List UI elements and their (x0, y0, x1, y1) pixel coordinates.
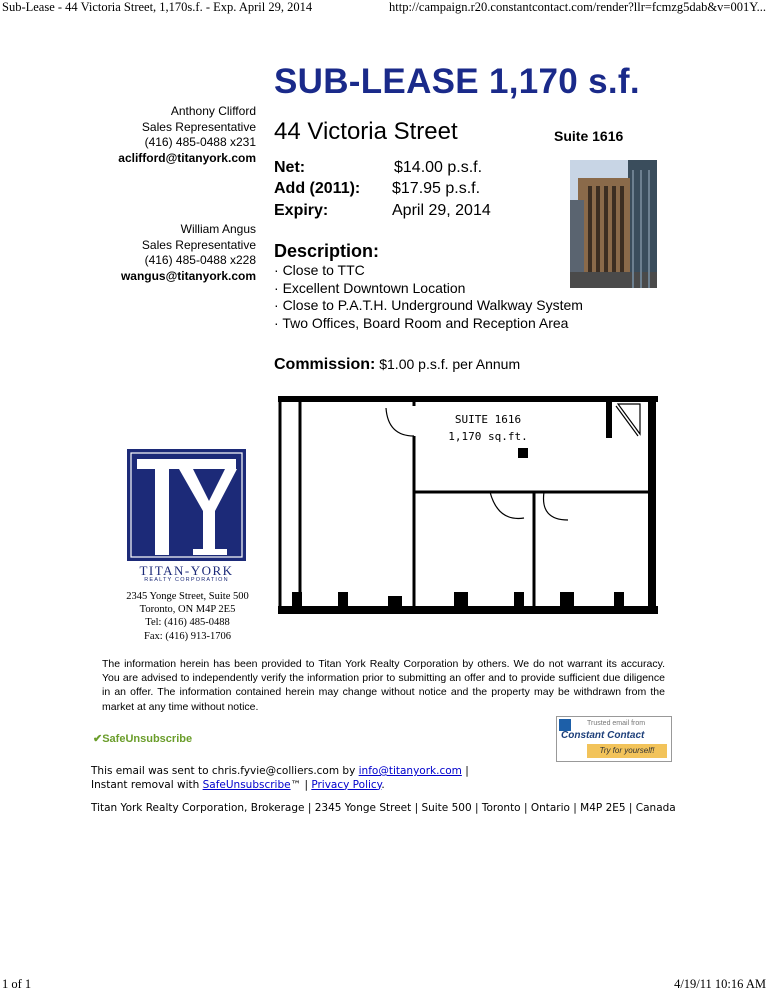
floor-plan (278, 396, 658, 618)
footer-text: | (461, 765, 469, 777)
safeunsubscribe-badge[interactable]: ✔SafeUnsubscribe (93, 733, 193, 745)
commission-label: Commission: (274, 356, 376, 373)
safeunsubscribe-link[interactable]: SafeUnsubscribe (202, 778, 291, 791)
listing-headline: SUB-LEASE 1,170 s.f. (274, 62, 640, 101)
list-item: · Close to P.A.T.H. Underground Walkway System (274, 297, 583, 315)
logo-name: TITAN-YORK (139, 563, 234, 578)
company-line: Titan York Realty Corporation, Brokerage | 2345 Yonge Street | Suite 500 | Toronto | Ontario | M4P 2E5 | Canada (91, 802, 676, 814)
list-item: · Two Offices, Board Room and Reception Area (274, 315, 583, 333)
description-list (274, 262, 583, 332)
address-line: Toronto, ON M4P 2E5 (139, 604, 236, 616)
email-footer (91, 765, 469, 792)
address-line: 2345 Yonge Street, Suite 500 (126, 591, 249, 602)
sender-email-link[interactable]: info@titanyork.com (358, 765, 462, 777)
logo-sub: REALTY CORPORATION (144, 577, 229, 583)
contact-email[interactable]: aclifford@titanyork.com (118, 150, 256, 165)
building-photo (570, 160, 657, 288)
fax-line: Fax: (416) 913-1706 (144, 630, 231, 642)
commission-value: $1.00 p.s.f. per Annum (379, 356, 521, 372)
print-footer-datetime: 4/19/11 10:16 AM (674, 977, 766, 991)
print-footer-page: 1 of 1 (2, 977, 32, 991)
contact-phone: (416) 485-0488 x228 (144, 253, 256, 267)
floor-plan-suite: SUITE 1616 (454, 413, 522, 426)
contact-name: William Angus (180, 222, 256, 236)
description-title: Description: (274, 241, 380, 261)
street-address: 44 Victoria Street (274, 118, 458, 145)
check-icon: ✔ (93, 733, 103, 745)
footer-text: This email was sent to chris.fyvie@colliers.com by (91, 765, 359, 777)
contact-email[interactable]: wangus@titanyork.com (120, 268, 256, 283)
contact-card-2 (76, 222, 256, 284)
constant-contact-badge[interactable] (556, 716, 672, 762)
term-value: $17.95 p.s.f. (392, 180, 481, 197)
phone-line: Tel: (416) 485-0488 (145, 617, 230, 629)
term-label: Add (2011): (274, 180, 361, 197)
list-item: · Close to TTC (274, 262, 583, 280)
term-value: $14.00 p.s.f. (394, 159, 483, 176)
floor-plan-area: 1,170 sq.ft. (448, 430, 528, 443)
term-label: Net: (274, 159, 306, 176)
commission (274, 356, 520, 374)
term-additional (274, 180, 480, 198)
badge-cta: Try for yourself! (587, 744, 667, 758)
privacy-policy-link[interactable]: Privacy Policy (311, 778, 382, 791)
contact-card-1 (76, 104, 256, 166)
footer-text: . (381, 778, 385, 791)
badge-brand: Constant Contact (561, 730, 645, 741)
contact-name: Anthony Clifford (170, 104, 256, 118)
badge-line: Trusted email from (587, 720, 646, 727)
contact-role: Sales Representative (141, 119, 256, 134)
contact-phone: (416) 485-0488 x231 (144, 135, 256, 149)
list-item: · Excellent Downtown Location (274, 280, 583, 298)
term-value: April 29, 2014 (392, 202, 491, 219)
term-net (274, 159, 482, 177)
contact-role: Sales Representative (141, 237, 256, 252)
company-address (100, 590, 275, 643)
disclaimer: The information herein has been provided to Titan York Realty Corporation by others. We do not warrant its accuracy. You are advised to independently verify the information prior to submitting an offer and to provide sufficient due diligence in an offer. The information contained herein may change without notice and the property may be withdrawn from the market at any time without notice. (102, 658, 665, 713)
footer-text: ™ | (290, 778, 312, 791)
term-label: Expiry: (274, 202, 329, 219)
print-header-url: http://campaign.r20.constantcontact.com/render?llr=fcmzg5dab&v=001Y... (389, 0, 766, 14)
print-header-title: Sub-Lease - 44 Victoria Street, 1,170s.f. - Exp. April 29, 2014 (2, 0, 313, 14)
company-logo (127, 449, 246, 561)
suite-number: Suite 1616 (554, 128, 624, 144)
footer-text: Instant removal with (91, 778, 203, 791)
term-expiry (274, 202, 491, 220)
